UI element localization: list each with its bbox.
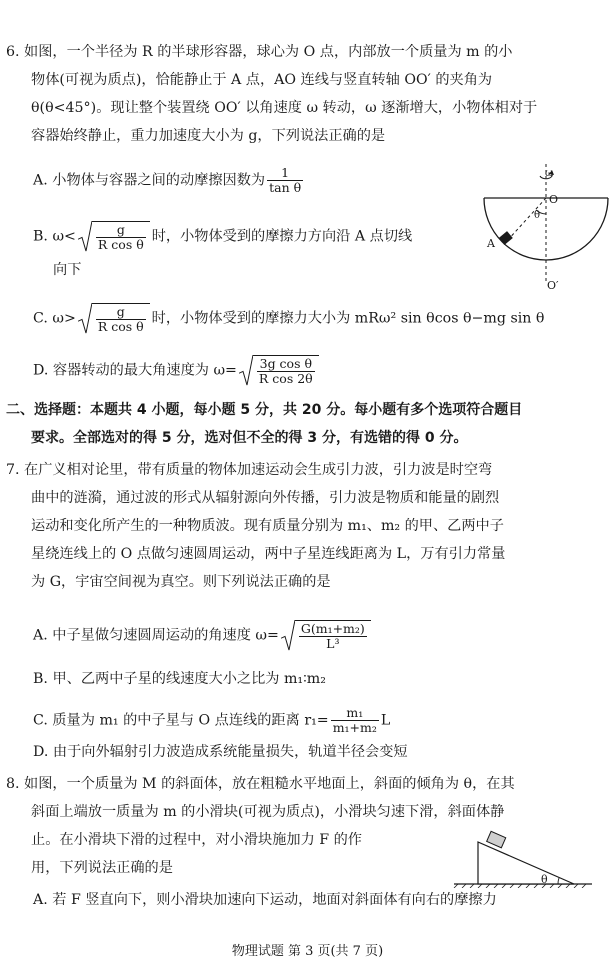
q6-line3: θ(θ<45°)。现让整个装置绕 OO′ 以角速度 ω 转动，ω 逐渐增大，小物体相对于 [31, 100, 538, 116]
q7-option-b: B. 甲、乙两中子星的线速度大小之比为 m₁∶m₂ [33, 671, 326, 687]
q7-line5: 为 G，宇宙空间视为真空。则下列说法正确的是 [31, 574, 331, 590]
q6-option-b-line2: 向下 [53, 262, 82, 278]
q7-option-a-denominator: L³ [299, 636, 367, 651]
q6-option-c [33, 303, 544, 334]
q6-fig-omega-label: ω [545, 168, 554, 179]
q7-option-c-prefix: C. 质量为 m₁ 的中子星与 O 点连线的距离 r₁= [33, 712, 329, 729]
radical-sign-icon [78, 221, 92, 252]
q7-option-a-fraction [299, 622, 367, 651]
q6-option-a-numerator: 1 [281, 165, 290, 180]
q6-option-b-fraction [96, 223, 146, 252]
radical-sign-icon [281, 620, 295, 651]
q8-line2: 斜面上端放一质量为 m 的小滑块(可视为质点)，小滑块匀速下滑，斜面体静 [31, 804, 505, 820]
q6-fig-o-label: O [549, 193, 559, 206]
q6-option-c-sqrt [78, 303, 150, 334]
q6-option-b-denominator: R cos θ [97, 237, 144, 252]
q7-option-c-suffix: L [380, 712, 391, 729]
q7-option-c-fraction [331, 706, 379, 735]
radical-sign-icon [239, 355, 253, 386]
incline-diagram [448, 826, 598, 888]
q7-option-a-prefix: A. 中子星做匀速圆周运动的角速度 ω= [33, 627, 279, 644]
q8-fig-theta-label: θ [541, 873, 548, 886]
page-footer: 物理试题 第 3 页(共 7 页) [231, 944, 384, 959]
q6-option-a-denominator: tan θ [269, 180, 302, 195]
q7-option-c-numerator: m₁ [346, 705, 364, 720]
q6-fig-theta-label: θ [534, 210, 541, 221]
q6-option-d-fraction [257, 357, 315, 386]
q6-option-d-prefix: D. 容器转动的最大角速度为 ω= [33, 362, 237, 379]
q8-line1: 8. 如图，一个质量为 M 的斜面体，放在粗糙水平地面上，斜面的倾角为 θ，在其 [6, 776, 515, 792]
q6-option-c-denominator: R cos θ [97, 319, 144, 334]
q6-option-c-fraction [96, 305, 146, 334]
q7-option-d: D. 由于向外辐射引力波造成系统能量损失，轨道半径会变短 [33, 744, 408, 760]
q6-option-d-sqrt [239, 355, 319, 386]
q6-option-b [33, 221, 412, 252]
q6-option-b-sqrt [78, 221, 150, 252]
q8-option-a: A. 若 F 竖直向下，则小滑块加速向下运动，地面对斜面体有向右的摩擦力 [33, 892, 497, 908]
q8-line4: 用，下列说法正确的是 [31, 860, 173, 876]
section-2-heading-line1: 二、选择题：本题共 4 小题，每小题 5 分，共 20 分。每小题有多个选项符合题目 [6, 402, 523, 418]
q7-line1: 7. 在广义相对论里，带有质量的物体加速运动会生成引力波，引力波是时空弯 [6, 462, 493, 478]
q7-option-c [33, 706, 390, 735]
q7-option-a [33, 620, 373, 651]
q6-option-b-prefix: B. ω< [33, 228, 76, 245]
q6-option-b-numerator: g [116, 222, 125, 237]
q6-line2: 物体(可视为质点)，恰能静止于 A 点，AO 连线与竖直转轴 OO′ 的夹角为 [31, 72, 493, 88]
q6-option-b-suffix: 时，小物体受到的摩擦力方向沿 A 点切线 [151, 228, 413, 245]
q6-option-a-fraction [267, 166, 303, 195]
q7-line4: 星绕连线上的 O 点做匀速圆周运动，两中子星连线距离为 L，万有引力常量 [31, 546, 506, 562]
q6-option-d-denominator: R cos 2θ [258, 371, 313, 386]
q7-line2: 曲中的涟漪，通过波的形式从辐射源向外传播，引力波是物质和能量的剧烈 [31, 490, 500, 506]
q6-option-a-text: A. 小物体与容器之间的动摩擦因数为 [33, 172, 266, 189]
q6-option-d [33, 355, 321, 386]
q6-line1: 6. 如图，一个半径为 R 的半球形容器，球心为 O 点，内部放一个质量为 m 的小 [6, 44, 513, 60]
q6-option-a [33, 166, 305, 195]
q7-option-c-denominator: m₁+m₂ [332, 720, 377, 735]
section-2-heading-line2: 要求。全部选对的得 5 分，选对但不全的得 3 分，有选错的得 0 分。 [31, 430, 468, 446]
q8-line3: 止。在小滑块下滑的过程中，对小滑块施加力 F 的作 [31, 832, 362, 848]
q7-option-a-sqrt [281, 620, 371, 651]
radical-sign-icon [78, 303, 92, 334]
q7-option-a-numerator: G(m₁+m₂) [300, 621, 365, 636]
q6-option-c-suffix: 时，小物体受到的摩擦力大小为 mRω² sin θcos θ−mg sin θ [151, 310, 545, 327]
q6-line4: 容器始终静止，重力加速度大小为 g，下列说法正确的是 [31, 128, 386, 144]
q6-option-d-numerator: 3g cos θ [259, 356, 312, 371]
q6-option-c-numerator: g [116, 304, 125, 319]
q6-fig-oprime-label: O′ [547, 279, 559, 292]
q7-line3: 运动和变化所产生的一种物质波。现有质量分别为 m₁、m₂ 的甲、乙两中子 [31, 518, 504, 534]
q6-fig-a-label: A [487, 237, 495, 250]
q6-option-c-prefix: C. ω> [33, 310, 76, 327]
